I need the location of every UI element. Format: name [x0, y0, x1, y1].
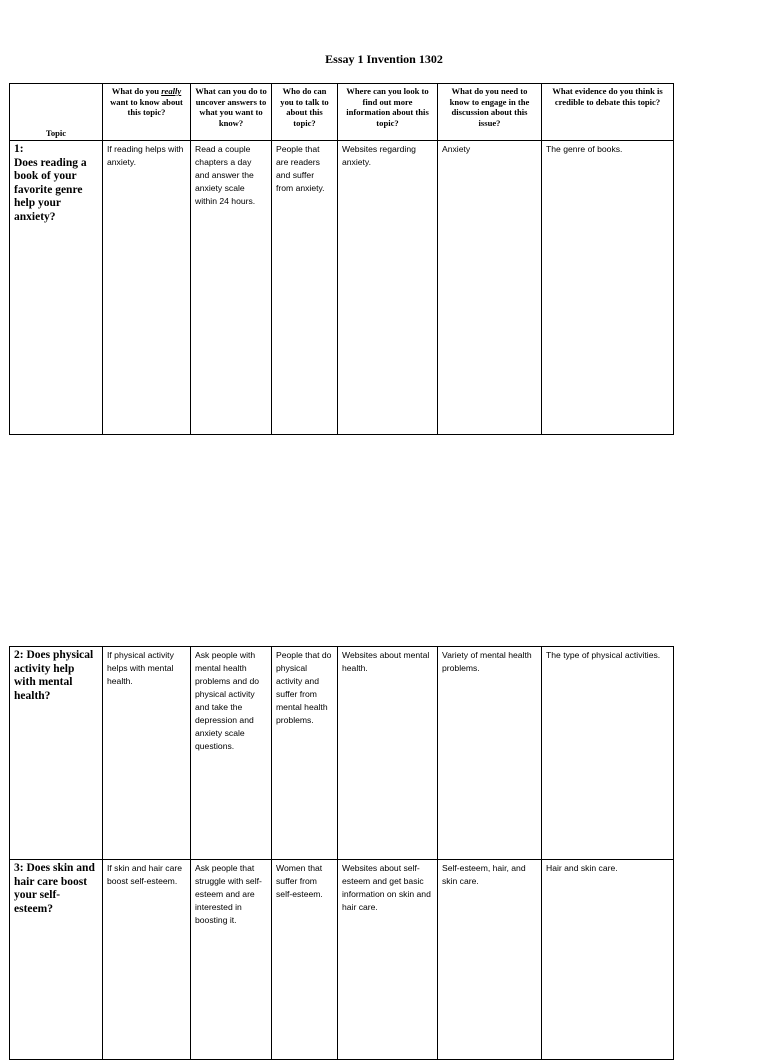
who-to-talk-cell: Women that suffer from self-esteem. [272, 860, 338, 1060]
want-to-know-cell: If physical activity helps with mental health. [103, 647, 191, 860]
table-row [10, 141, 674, 435]
header-col4: Where can you look to find out more information about this topic? [338, 84, 438, 141]
header-col1 [103, 84, 191, 141]
document-title: Essay 1 Invention 1302 [325, 52, 443, 66]
need-to-know-cell: Variety of mental health problems. [438, 647, 542, 860]
want-to-know-cell: If skin and hair care boost self-esteem. [103, 860, 191, 1060]
uncover-answers-cell: Ask people that struggle with self-esteem and are interested in boosting it. [191, 860, 272, 1060]
table-row [10, 860, 674, 1060]
header-col1-emphasis: really [161, 86, 182, 96]
header-col1-post: want to know about this topic? [110, 96, 183, 117]
need-to-know-cell: Anxiety [438, 141, 542, 435]
who-to-talk-cell: People that are readers and suffer from anxiety. [272, 141, 338, 435]
uncover-answers-cell: Read a couple chapters a day and answer the anxiety scale within 24 hours. [191, 141, 272, 435]
header-topic: Topic [10, 84, 103, 141]
where-to-look-cell: Websites about mental health. [338, 647, 438, 860]
uncover-answers-cell: Ask people with mental health problems and do physical activity and take the depression and anxiety scale questions. [191, 647, 272, 860]
header-col2: What can you do to uncover answers to what you want to know? [191, 84, 272, 141]
header-col3: Who do can you to talk to about this topic? [272, 84, 338, 141]
header-row [10, 84, 674, 141]
who-to-talk-cell: People that do physical activity and suffer from mental health problems. [272, 647, 338, 860]
header-col5: What do you need to know to engage in the discussion about this issue? [438, 84, 542, 141]
credible-evidence-cell: The type of physical activities. [542, 647, 674, 860]
topic-cell: 3: Does skin and hair care boost your self-esteem? [10, 860, 103, 1060]
invention-table-page-2 [9, 646, 674, 1060]
header-col6: What evidence do you think is credible to debate this topic? [542, 84, 674, 141]
credible-evidence-cell: The genre of books. [542, 141, 674, 435]
topic-cell: 1: Does reading a book of your favorite genre help your anxiety? [10, 141, 103, 435]
want-to-know-cell: If reading helps with anxiety. [103, 141, 191, 435]
credible-evidence-cell: Hair and skin care. [542, 860, 674, 1060]
where-to-look-cell: Websites regarding anxiety. [338, 141, 438, 435]
invention-table-page-1 [9, 83, 674, 435]
table-row [10, 647, 674, 860]
where-to-look-cell: Websites about self-esteem and get basic information on skin and hair care. [338, 860, 438, 1060]
header-col1-pre: What do you [111, 86, 162, 96]
topic-cell: 2: Does physical activity help with mental health? [10, 647, 103, 860]
need-to-know-cell: Self-esteem, hair, and skin care. [438, 860, 542, 1060]
